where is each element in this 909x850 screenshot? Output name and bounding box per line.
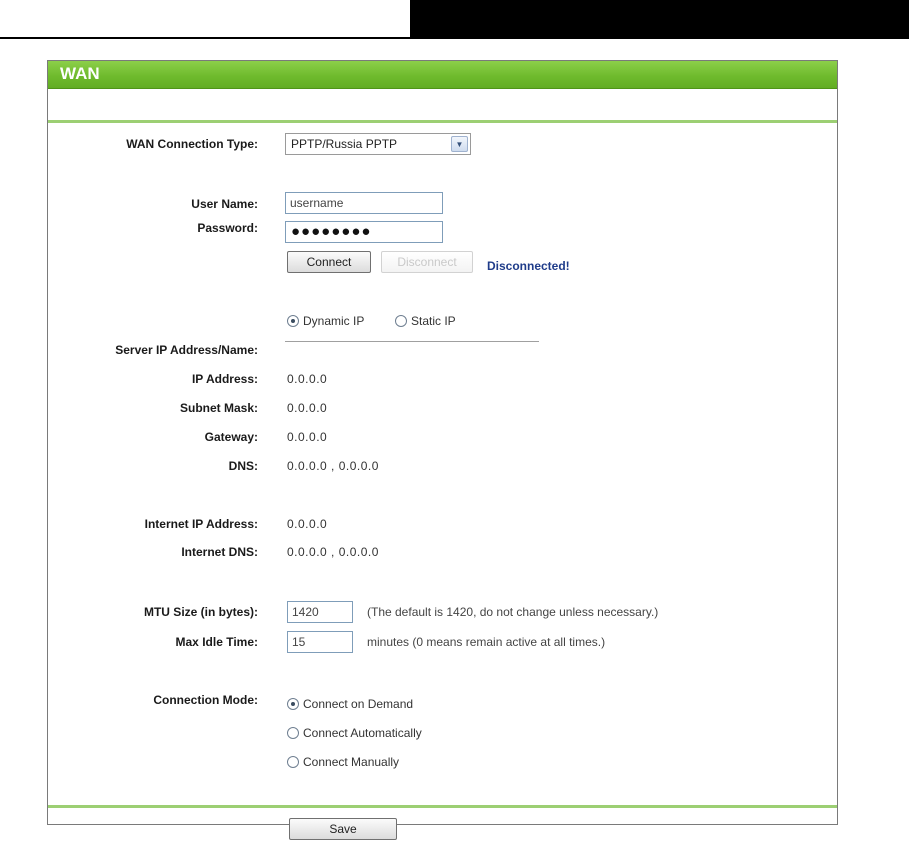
mtu-label: MTU Size (in bytes): xyxy=(143,605,258,619)
panel-title: WAN xyxy=(60,64,100,83)
chevron-down-icon[interactable]: ▼ xyxy=(451,136,468,152)
internet-dns-value: 0.0.0.0 , 0.0.0.0 xyxy=(287,545,379,559)
static-ip-option[interactable] xyxy=(395,314,456,330)
dynamic-ip-label: Dynamic IP xyxy=(303,314,365,328)
server-ip-label: Server IP Address/Name: xyxy=(115,343,258,357)
max-idle-input[interactable]: 15 xyxy=(287,631,353,653)
max-idle-hint: minutes (0 means remain active at all times.) xyxy=(367,635,606,649)
radio-checked-icon[interactable] xyxy=(287,698,299,710)
wan-panel xyxy=(47,60,838,836)
mtu-input[interactable]: 1420 xyxy=(287,601,353,623)
connect-manually-option[interactable] xyxy=(287,755,399,771)
username-label: User Name: xyxy=(191,197,258,211)
connect-on-demand-label: Connect on Demand xyxy=(303,697,414,711)
connect-manually-label: Connect Manually xyxy=(303,755,400,769)
connect-automatically-option[interactable] xyxy=(287,726,422,742)
footer-divider xyxy=(48,805,837,808)
mtu-hint: (The default is 1420, do not change unless necessary.) xyxy=(367,605,659,619)
password-label: Password: xyxy=(197,221,258,235)
gateway-label: Gateway: xyxy=(204,430,258,444)
subnet-mask-label: Subnet Mask: xyxy=(179,401,258,415)
connect-on-demand-option[interactable] xyxy=(287,697,413,713)
connection-type-value: PPTP/Russia PPTP xyxy=(291,137,398,151)
subnet-mask-value: 0.0.0.0 xyxy=(287,401,328,415)
connection-mode-label: Connection Mode: xyxy=(153,693,258,707)
save-button[interactable]: Save xyxy=(289,818,397,840)
header-black-bar xyxy=(410,0,909,39)
internet-ip-label: Internet IP Address: xyxy=(144,517,258,531)
header-divider xyxy=(48,120,837,123)
connect-automatically-label: Connect Automatically xyxy=(303,726,422,740)
internet-ip-value: 0.0.0.0 xyxy=(287,517,328,531)
internet-dns-label: Internet DNS: xyxy=(181,545,258,559)
dns-value: 0.0.0.0 , 0.0.0.0 xyxy=(287,459,379,473)
disconnect-button[interactable]: Disconnect xyxy=(381,251,473,273)
connect-button[interactable]: Connect xyxy=(287,251,371,273)
radio-unchecked-icon[interactable] xyxy=(395,315,407,327)
header-rule xyxy=(0,37,410,39)
radio-checked-icon[interactable] xyxy=(287,315,299,327)
connection-status: Disconnected! xyxy=(487,259,570,273)
server-ip-input[interactable] xyxy=(285,342,539,362)
connection-type-label: WAN Connection Type: xyxy=(126,137,258,151)
static-ip-label: Static IP xyxy=(411,314,456,328)
panel-header xyxy=(48,61,837,89)
username-input[interactable]: username xyxy=(285,192,443,214)
password-input[interactable]: ●●●●●●●● xyxy=(285,221,443,243)
connection-type-select[interactable] xyxy=(285,133,471,155)
radio-unchecked-icon[interactable] xyxy=(287,727,299,739)
gateway-value: 0.0.0.0 xyxy=(287,430,328,444)
ip-address-label: IP Address: xyxy=(191,372,258,386)
radio-unchecked-icon[interactable] xyxy=(287,756,299,768)
ip-address-value: 0.0.0.0 xyxy=(287,372,328,386)
dns-label: DNS: xyxy=(228,459,258,473)
dynamic-ip-option[interactable] xyxy=(287,314,364,330)
max-idle-label: Max Idle Time: xyxy=(175,635,258,649)
